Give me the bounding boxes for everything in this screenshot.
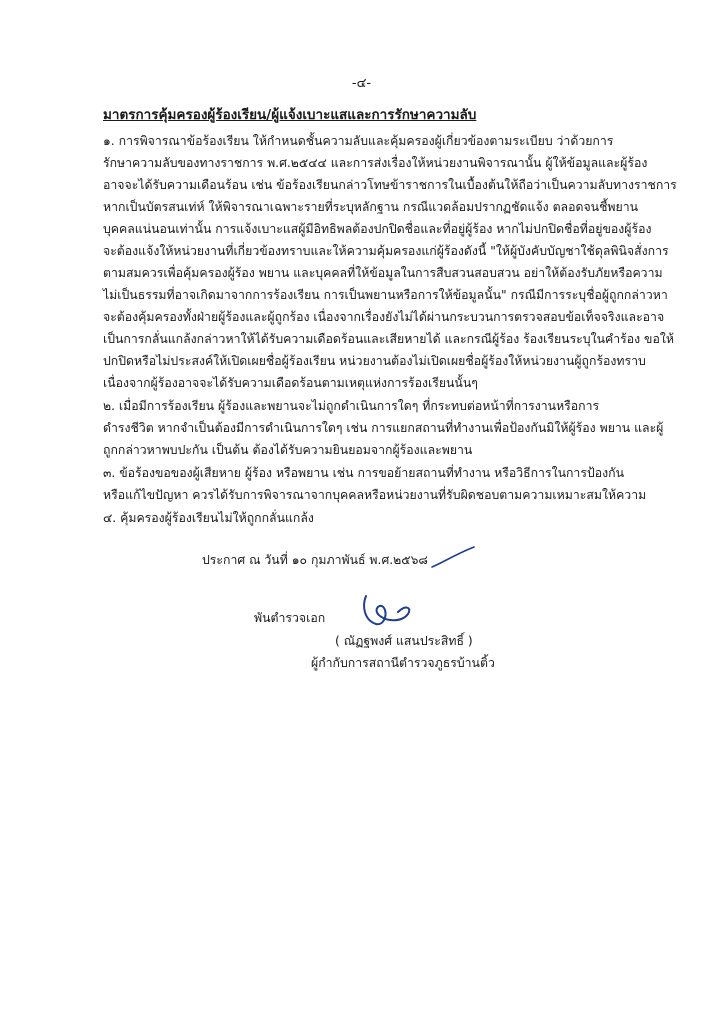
body-line: บุคคลแน่นอนเท่านั้น การแจ้งเบาะแสผู้มีอิทธิพลต้องปกปิดชื่อและที่อยู่ผู้ร้อง หากไม่ปกปิดชื่อที่อยู่ของผู้ร้อง: [103, 222, 652, 236]
date-pen-stroke: [430, 545, 476, 571]
body-line: รักษาความลับของทางราชการ พ.ศ.๒๕๔๔ และการส่งเรื่องให้หน่วยงานพิจารณานั้น ผู้ให้ข้อมูลและผู้ร้อง: [103, 156, 648, 170]
page-number: -๔-: [351, 76, 372, 91]
signer-rank: พันตำรวจเอก: [254, 611, 326, 625]
body-line: จะต้องแจ้งให้หน่วยงานที่เกี่ยวข้องทราบและให้ความคุ้มครองแก่ผู้ร้องดังนี้ "ให้ผู้บังคับบัญชาใช้ดุลพินิจสั่งการ: [103, 244, 669, 258]
body-line: ปกปิดหรือไม่ประสงค์ให้เปิดเผยชื่อผู้ร้องเรียน หน่วยงานต้องไม่เปิดเผยชื่อผู้ร้องให้หน่วยงานผู้ถูกร้องทราบ: [103, 354, 646, 368]
body-line: อาจจะได้รับความเดือนร้อน เช่น ข้อร้องเรียนกล่าวโทษข้าราชการในเบื้องต้นให้ถือว่าเป็นความลับทางราชการ: [103, 178, 677, 192]
body-line: หรือแก้ไขปัญหา ควรได้รับการพิจารณาจากบุคคลหรือหน่วยงานที่รับผิดชอบตามความเหมาะสมให้ความ: [103, 488, 647, 502]
announcement-date: ประกาศ ณ วันที่ ๑๐ กุมภาพันธ์ พ.ศ.๒๕๖๘: [202, 553, 428, 567]
body-line: ๓. ข้อร้องขอของผู้เสียหาย ผู้ร้อง หรือพยาน เช่น การขอย้ายสถานที่ทำงาน หรือวิธีการในการป้องกัน: [103, 466, 624, 480]
body-line: ถูกกล่าวหาพบปะกัน เป็นต้น ต้องได้รับความยินยอมจากผู้ร้องและพยาน: [103, 443, 473, 457]
body-line: ๒. เมื่อมีการร้องเรียน ผู้ร้องและพยานจะไม่ถูกดำเนินการใดๆ ที่กระทบต่อหน้าที่การงานหรือการ: [103, 399, 600, 413]
body-line: ๔. คุ้มครองผู้ร้องเรียนไม่ให้ถูกกลั่นแกล้ง: [103, 511, 314, 525]
body-line: เนื่องจากผู้ร้องอาจจะได้รับความเดือดร้อนตามเหตุแห่งการร้องเรียนนั้นๆ: [103, 376, 478, 390]
signer-position: ผู้กำกับการสถานีตำรวจภูธรบ้านติ้ว: [311, 656, 495, 670]
signer-name: ( ณัฏฐพงศ์ แสนประสิทธิ์ ): [335, 634, 473, 648]
body-line: จะต้องคุ้มครองทั้งฝ่ายผู้ร้องและผู้ถูกร้อง เนื่องจากเรื่องยังไม่ได้ผ่านกระบวนการตรวจสอบข้อเท็จจริงและอาจ: [103, 310, 665, 324]
body-line: เป็นการกลั่นแกล้งกล่าวหาให้ได้รับความเดือดร้อนและเสียหายได้ และกรณีผู้ร้อง ร้องเรียนระบุในคำร้อง ขอให้: [103, 332, 674, 346]
body-line: หากเป็นบัตรสนเท่ห์ ให้พิจารณาเฉพาะรายที่ระบุหลักฐาน กรณีแวดล้อมปรากฏชัดแจ้ง ตลอดจนชี้พยาน: [103, 200, 639, 214]
body-line: ดำรงชีวิต หากจำเป็นต้องมีการดำเนินการใดๆ เช่น การแยกสถานที่ทำงานเพื่อป้องกันมิให้ผู้ร้อง พยาน และผู้: [103, 421, 664, 435]
handwritten-signature: [358, 592, 418, 632]
body-line: ไม่เป็นธรรมที่อาจเกิดมาจากการร้องเรียน การเป็นพยานหรือการให้ข้อมูลนั้น" กรณีมีการระบุชื่อผู้ถูกกล่าวหา: [103, 288, 668, 302]
body-line: ๑. การพิจารณาข้อร้องเรียน ให้กำหนดชั้นความลับและคุ้มครองผู้เกี่ยวข้องตามระเบียบ ว่าด้วยการ: [103, 134, 614, 148]
document-heading: มาตรการคุ้มครองผู้ร้องเรียน/ผู้แจ้งเบาะแสและการรักษาความลับ: [103, 107, 477, 123]
body-line: ตามสมควรเพื่อคุ้มครองผู้ร้อง พยาน และบุคคลที่ให้ข้อมูลในการสืบสวนสอบสวน อย่าให้ต้องรับภัยหรือความ: [103, 266, 663, 280]
